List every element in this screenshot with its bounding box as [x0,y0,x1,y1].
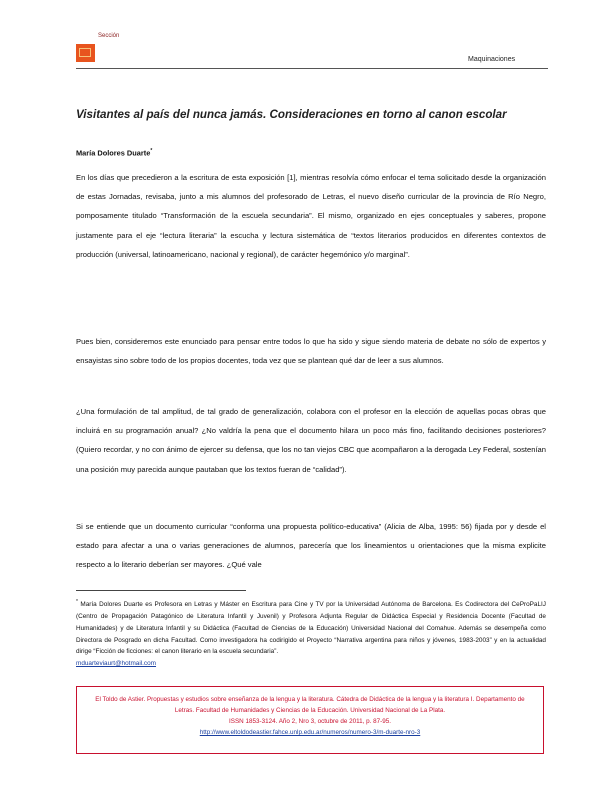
journal-logo [76,44,95,62]
footnote-marker: * [76,599,78,605]
header-divider [76,68,548,69]
footer-issn: ISSN 1853-3124. Año 2, Nro 3, octubre de 2011, p. 87-95. [229,718,391,725]
section-name: Maquinaciones [468,56,516,63]
paragraph-4: Si se entiende que un documento curricular “conforma una propuesta político-educativa” (Alicia de Alba, 1995: 56) fijada por y desde el estado para afectar a una o varias generaciones de alumnos, parecería que los lineamientos u orientaciones que la misma explicite respecto a lo literario deberían ser mayores. ¿Qué vale [76,522,546,570]
author-line [76,148,152,157]
footnote-divider [76,590,246,591]
journal-footer-box [76,686,544,754]
author-footnote [76,597,546,670]
paragraph-2: Pues bien, consideremos este enunciado para pensar entre todos lo que ha sido y sigue siendo materia de debate no sólo de expertos y ensayistas sino sobre todo de los propios docentes, toda vez que se plantean qué dar de leer a sus alumnos. [76,337,546,366]
logo-mark-icon [79,48,91,57]
author-name: María Dolores Duarte [76,148,151,158]
author-email-link[interactable]: mduarteviaurt@hotmail.com [76,660,157,668]
footer-citation: El Toldo de Astier. Propuestas y estudios sobre enseñanza de la lengua y la literatura. Cátedra de Didáctica de la lengua y la literatura I. Departamento de Letras. Facultad de Humanidades y Ciencias de la Educación. Universidad Nacional de La Plata. [95,696,525,714]
footnote-text: María Dolores Duarte es Profesora en Letras y Máster en Escritura para Cine y TV por la Universidad Autónoma de Barcelona. Es Codirectora del CeProPaLIJ (Centro de Propagación Patagónico de Literatura Infantil y Juvenil) y Profesora Adjunta Regular de Didáctica Especial y Residencia Docente (Facultad de Humanidades) y de Literatura Infantil y su Didáctica (Facultad de Ciencias de la Educación) Universidad Nacional del Comahue. Además se desempeña como Directora de Posgrado en dicha Facultad. Como investigadora ha codirigido el Proyecto “Narrativa argentina para niños y jóvenes, 1983-2003” y en la actualidad dirige “Ficción de ficciones: el canon literario en la escuela secundaria”. [76,601,546,656]
paragraph-3: ¿Una formulación de tal amplitud, de tal grado de generalización, colabora con el profesor en la elección de aquellas pocas obras que incluirá en su programación anual? ¿No valdría la pena que el documento hilara un poco más fino, facilitando decisiones posteriores? (Quiero recordar, y no con ánimo de ejercer su defensa, que los no tan viejos CBC que acompañaron a la derogada Ley Federal, sostenían una posición muy parecida aunque pautaban que los textos fueran de “calidad”). [76,407,546,474]
section-label: Sección [98,33,120,39]
article-title: Visitantes al país del nunca jamás. Consideraciones en torno al canon escolar [76,108,507,121]
footer-article-link[interactable]: http://www.eltoldodeastier.fahce.unlp.edu.ar/numeros/numero-3/m-duarte-nro-3 [199,729,421,736]
author-footnote-marker[interactable]: * [150,148,153,154]
paragraph-1: En los días que precedieron a la escritura de esta exposición [1], mientras resolvía cómo enfocar el tema solicitado desde la organización de estas Jornadas, revisaba, junto a mis alumnos del profesorado de Letras, el nuevo diseño curricular de la provincia de Río Negro, pomposamente titulado “Transformación de la escuela secundaria”. El mismo, organizado en ejes conceptuales y saberes, propone justamente para el eje “lectura literaria” la escucha y lectura sistemática de “textos literarios producidos en diferentes contextos de producción (universal, latinoamericano, nacional y regional), de carácter hegemónico y/o marginal”. [76,173,546,259]
